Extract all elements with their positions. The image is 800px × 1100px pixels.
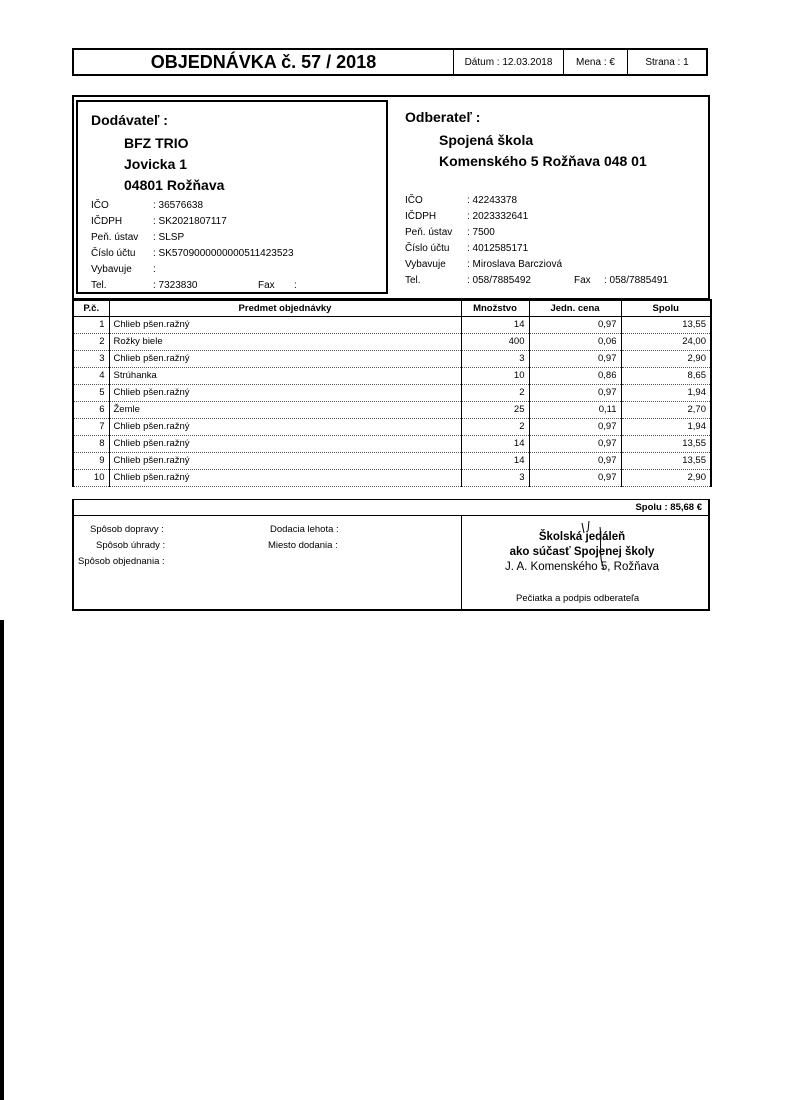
order-total: Spolu : 85,68 €	[635, 502, 702, 513]
delivery-place-label: Miesto dodania :	[268, 540, 338, 551]
col-total: Spolu	[621, 300, 711, 316]
order-items-table	[72, 299, 712, 487]
signature-caption: Pečiatka a podpis odberateľa	[516, 593, 640, 604]
customer-ico: IČO : 42243378	[405, 195, 518, 206]
table-row: 4 Strúhanka 10 0,86 8,65	[73, 367, 711, 384]
order-header	[72, 48, 708, 76]
customer-phone: Tel. : 058/7885492	[405, 275, 531, 286]
table-row: 10 Chlieb pšen.ražný 3 0,97 2,90	[73, 469, 711, 486]
supplier-city: 04801 Rožňava	[124, 177, 225, 193]
stamp-line-3: J. A. Komenského 5, Rožňava	[504, 561, 660, 573]
order-total-row	[72, 499, 710, 516]
customer-contact: Vybavuje : Miroslava Barcziová	[405, 259, 563, 270]
customer-name: Spojená škola	[439, 132, 534, 148]
col-quantity: Množstvo	[461, 300, 529, 316]
delivery-term-label: Dodacia lehota :	[270, 524, 339, 535]
table-row: 6 Žemle 25 0,11 2,70	[73, 401, 711, 418]
customer-account: Číslo účtu : 4012585171	[405, 243, 529, 254]
supplier-heading: Dodávateľ :	[91, 112, 168, 128]
supplier-box	[76, 100, 388, 294]
customer-address: Komenského 5 Rožňava 048 01	[439, 153, 647, 169]
order-footer	[72, 515, 710, 611]
scan-edge-bar	[0, 620, 4, 1100]
supplier-name: BFZ TRIO	[124, 135, 189, 151]
stamp-line-1: Školská jedáleň	[538, 531, 626, 543]
table-row: 7 Chlieb pšen.ražný 2 0,97 1,94	[73, 418, 711, 435]
order-currency: Mena : €	[564, 50, 628, 74]
supplier-ico: IČO : 36576638	[91, 200, 204, 211]
table-header-row	[73, 300, 711, 316]
customer-icdph: IČDPH : 2023332641	[405, 211, 529, 222]
page-number: Strana : 1	[645, 56, 689, 68]
supplier-bank: Peň. ústav : SLSP	[91, 232, 185, 243]
stamp-line-2: ako súčasť Spojenej školy	[509, 546, 655, 558]
customer-fax: Fax : 058/7885491	[574, 275, 668, 286]
col-unit-price: Jedn. cena	[529, 300, 621, 316]
supplier-phone: Tel. : 7323830	[91, 280, 198, 291]
order-date: Dátum : 12.03.2018	[454, 50, 564, 74]
table-row: 8 Chlieb pšen.ražný 14 0,97 13,55	[73, 435, 711, 452]
signature-scribble	[564, 517, 624, 577]
table-row: 1 Chlieb pšen.ražný 14 0,97 13,55	[73, 316, 711, 333]
payment-method-label: Spôsob úhrady :	[96, 540, 166, 551]
transport-method-label: Spôsob dopravy :	[90, 524, 164, 535]
table-row: 3 Chlieb pšen.ražný 3 0,97 2,90	[73, 350, 711, 367]
supplier-contact: Vybavuje :	[91, 264, 156, 275]
supplier-icdph: IČDPH : SK2021807117	[91, 216, 227, 227]
table-row: 2 Rožky biele 400 0,06 24,00	[73, 333, 711, 350]
ordering-method-label: Spôsob objednania :	[78, 556, 165, 567]
col-number: P.č.	[73, 300, 109, 316]
customer-heading: Odberateľ :	[405, 109, 481, 125]
supplier-fax: Fax :	[258, 280, 297, 291]
table-row: 9 Chlieb pšen.ražný 14 0,97 13,55	[73, 452, 711, 469]
supplier-street: Jovicka 1	[124, 156, 188, 172]
customer-bank: Peň. ústav : 7500	[405, 227, 495, 238]
table-row: 5 Chlieb pšen.ražný 2 0,97 1,94	[73, 384, 711, 401]
parties-block	[72, 95, 710, 300]
order-title: OBJEDNÁVKA č. 57 / 2018	[74, 50, 454, 74]
col-item: Predmet objednávky	[109, 300, 461, 316]
supplier-account: Číslo účtu : SK5709000000000511423523	[91, 248, 294, 259]
